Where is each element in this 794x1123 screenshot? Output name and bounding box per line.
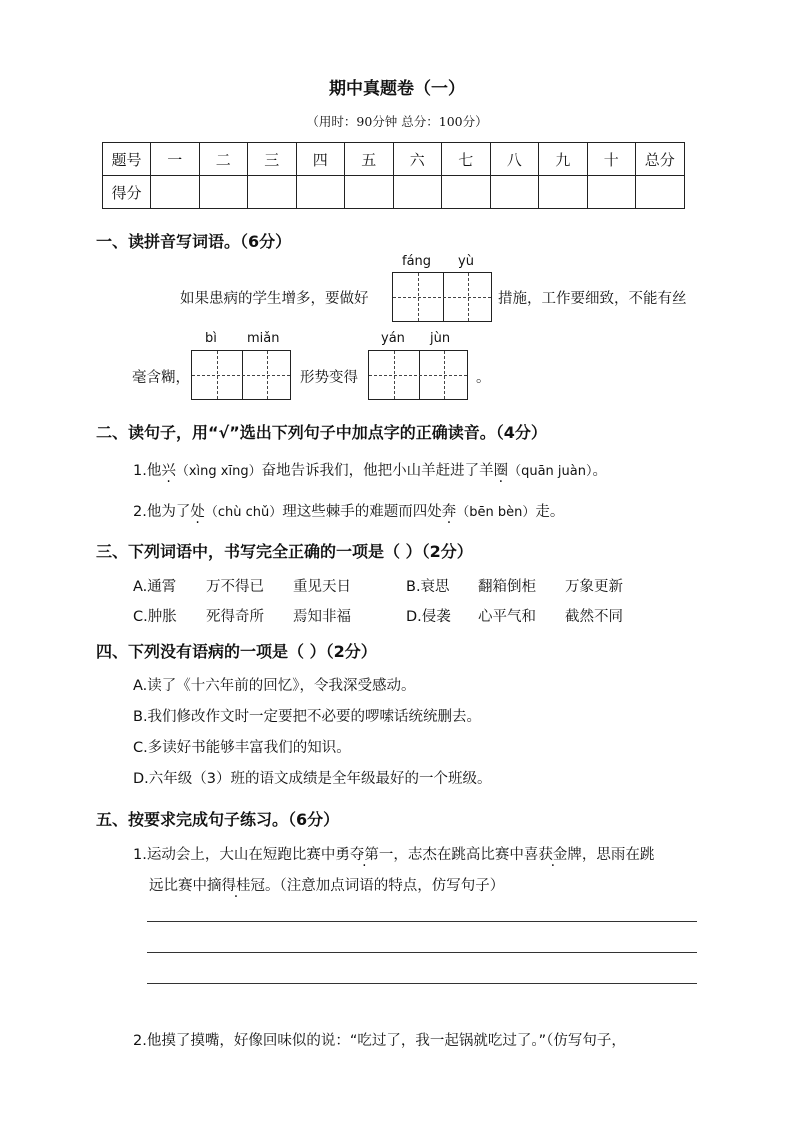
score-cell[interactable] bbox=[296, 176, 345, 209]
q4-option-a[interactable]: A.读了《十六年前的回忆》，令我深受感动。 bbox=[133, 678, 416, 694]
score-cell[interactable] bbox=[151, 176, 200, 209]
writing-grid-yanjun[interactable] bbox=[368, 350, 468, 400]
pinyin-options[interactable]: （xìng xīng） bbox=[175, 464, 262, 479]
dotted-char: 奔 bbox=[441, 504, 457, 520]
score-col-header: 七 bbox=[442, 143, 491, 176]
dotted-char: 处 bbox=[190, 504, 205, 520]
q4-option-d[interactable]: D.六年级（3）班的语文成绩是全年级最好的一个班级。 bbox=[133, 771, 492, 787]
q1-line2-mid: 形势变得 bbox=[300, 370, 358, 386]
text-fragment: 理这些棘手的难题而四处 bbox=[282, 504, 442, 520]
grid-guide bbox=[369, 375, 467, 376]
text-fragment: 走。 bbox=[535, 504, 565, 520]
score-col-header: 三 bbox=[248, 143, 297, 176]
page-subtitle: （用时：90分钟 总分：100分） bbox=[306, 114, 488, 129]
pinyin-1b: yù bbox=[458, 254, 474, 269]
grid-guide bbox=[393, 297, 491, 298]
section-1-heading: 一、读拼音写词语。（6分） bbox=[96, 232, 292, 251]
score-row-label: 题号 bbox=[103, 143, 151, 176]
score-cell[interactable] bbox=[393, 176, 442, 209]
option-c-2: 死得奇所 bbox=[206, 609, 264, 625]
text-fragment: 1.运动会上，大山在短跑比赛中 bbox=[133, 847, 336, 863]
score-cell[interactable] bbox=[442, 176, 491, 209]
q1-line1-text: 如果患病的学生增多，要做好 bbox=[180, 291, 369, 307]
text-fragment: ，志杰在跳高比赛中 bbox=[393, 847, 524, 863]
writing-grid-bimian[interactable] bbox=[191, 350, 291, 400]
pinyin-3a: yán bbox=[381, 331, 405, 346]
option-b-1[interactable]: B.衰思 bbox=[406, 579, 450, 595]
text-fragment: 远比赛中 bbox=[149, 878, 207, 894]
q1-line2-text: 毫含糊， bbox=[132, 370, 190, 386]
answer-line[interactable] bbox=[147, 983, 697, 984]
score-table-header-row bbox=[103, 143, 685, 176]
section-2-heading: 二、读句子，用“√”选出下列句子中加点字的正确读音。（4分） bbox=[96, 423, 547, 442]
section-3-heading: 三、下列词语中，书写完全正确的一项是（ ）（2分） bbox=[96, 542, 473, 561]
score-cell[interactable] bbox=[199, 176, 248, 209]
text-fragment: 1.他 bbox=[133, 463, 162, 479]
option-a-3: 重见天日 bbox=[293, 579, 351, 595]
text-fragment: 。 bbox=[592, 463, 607, 479]
score-col-header: 九 bbox=[539, 143, 588, 176]
option-a-2: 万不得已 bbox=[206, 579, 264, 595]
score-cell[interactable] bbox=[345, 176, 394, 209]
score-col-header: 八 bbox=[490, 143, 539, 176]
pinyin-options[interactable]: （chù chǔ） bbox=[204, 505, 283, 520]
dotted-phrase: 摘得桂冠 bbox=[207, 878, 265, 894]
text-fragment: ，思雨在跳 bbox=[581, 847, 655, 863]
score-table bbox=[102, 142, 685, 209]
pinyin-options[interactable]: （bēn bèn） bbox=[456, 505, 536, 520]
q2-sentence-1 bbox=[133, 459, 607, 480]
option-d-2: 心平气和 bbox=[478, 609, 536, 625]
score-col-header: 二 bbox=[199, 143, 248, 176]
dotted-char: 圈 bbox=[493, 463, 509, 479]
section-4-heading: 四、下列没有语病的一项是（ ）（2分） bbox=[96, 642, 377, 661]
q5-sentence-1-line-2 bbox=[149, 874, 504, 895]
answer-line[interactable] bbox=[147, 952, 697, 953]
page-title: 期中真题卷（一） bbox=[329, 79, 465, 99]
pinyin-1a: fáng bbox=[402, 254, 432, 269]
q2-sentence-2 bbox=[133, 500, 564, 521]
score-col-header: 十 bbox=[587, 143, 636, 176]
pinyin-2b: miǎn bbox=[247, 331, 280, 346]
score-cell[interactable] bbox=[636, 176, 685, 209]
score-cell[interactable] bbox=[248, 176, 297, 209]
writing-grid-fangyu[interactable] bbox=[392, 272, 492, 322]
q1-line2-end: 。 bbox=[476, 370, 491, 386]
option-b-2: 翻箱倒柜 bbox=[478, 579, 536, 595]
q4-option-b[interactable]: B.我们修改作文时一定要把不必要的啰嗦话统统删去。 bbox=[133, 709, 482, 725]
text-fragment: 2.他为了 bbox=[133, 504, 191, 520]
q1-line1-after: 措施，工作要细致，不能有丝 bbox=[498, 291, 687, 307]
pinyin-3b: jùn bbox=[430, 331, 451, 346]
score-row-label: 得分 bbox=[103, 176, 151, 209]
score-cell[interactable] bbox=[587, 176, 636, 209]
q5-sentence-1-line-1 bbox=[133, 843, 654, 864]
option-c-1[interactable]: C.肿胀 bbox=[133, 609, 177, 625]
answer-line[interactable] bbox=[147, 921, 697, 922]
score-cell[interactable] bbox=[490, 176, 539, 209]
pinyin-options[interactable]: （quān juàn） bbox=[508, 464, 593, 479]
option-d-3: 截然不同 bbox=[565, 609, 623, 625]
score-table-score-row bbox=[103, 176, 685, 209]
option-c-3: 焉知非福 bbox=[293, 609, 351, 625]
text-fragment: 。（注意加点词语的特点，仿写句子） bbox=[265, 878, 505, 894]
dotted-char: 兴 bbox=[161, 463, 176, 479]
score-cell[interactable] bbox=[539, 176, 588, 209]
pinyin-2a: bì bbox=[205, 331, 217, 346]
score-col-header: 五 bbox=[345, 143, 394, 176]
section-5-heading: 五、按要求完成句子练习。（6分） bbox=[96, 810, 340, 829]
score-col-header: 一 bbox=[151, 143, 200, 176]
option-a-1[interactable]: A.通霄 bbox=[133, 579, 177, 595]
dotted-phrase: 喜获金牌 bbox=[523, 847, 582, 863]
q4-option-c[interactable]: C.多读好书能够丰富我们的知识。 bbox=[133, 740, 351, 756]
q5-sentence-2: 2.他摸了摸嘴，好像回味似的说：“吃过了，我一起锅就吃过了。”（仿写句子， bbox=[133, 1033, 626, 1049]
score-col-header: 四 bbox=[296, 143, 345, 176]
grid-guide bbox=[192, 375, 290, 376]
option-b-3: 万象更新 bbox=[565, 579, 623, 595]
text-fragment: 奋地告诉我们，他把小山羊赶进了羊 bbox=[261, 463, 494, 479]
dotted-phrase: 勇夺第一 bbox=[335, 847, 394, 863]
score-col-header: 六 bbox=[393, 143, 442, 176]
option-d-1[interactable]: D.侵袭 bbox=[406, 609, 451, 625]
score-col-header: 总分 bbox=[636, 143, 685, 176]
